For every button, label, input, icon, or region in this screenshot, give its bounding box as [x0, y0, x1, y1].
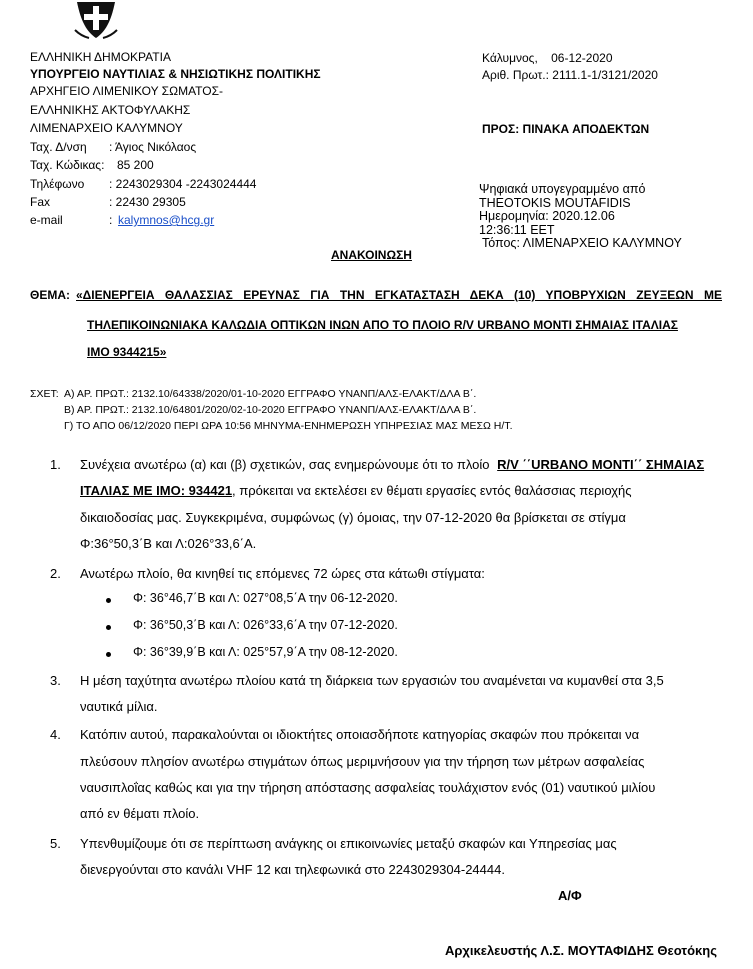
place-date: Κάλυμνος, 06-12-2020: [482, 51, 613, 65]
item-1-line-a: [80, 457, 704, 472]
phone-value: : 2243029304 -2243024444: [109, 177, 257, 191]
item-1-line-b: [80, 483, 632, 498]
item-1-line-c: δικαιοδοσίας μας. Συγκεκριμένα, συμφώνως (γ) όμοιας, την 07-12-2020 θα βρίσκεται σε στίγμα: [80, 510, 626, 525]
email-link[interactable]: kalymnos@hcg.gr: [118, 213, 215, 227]
sig-line-2: THEOTOKIS MOUTAFIDIS: [479, 195, 631, 210]
bullet-dot: [106, 625, 111, 630]
digital-signature-block: [479, 183, 682, 251]
item-4-number: 4.: [50, 727, 61, 742]
fax-value: : 22430 29305: [109, 195, 186, 209]
header-coastguard: ΕΛΛΗΝΙΚΗΣ ΑΚΤΟΦΥΛΑΚΗΣ: [30, 103, 191, 117]
position-2: Φ: 36°50,3΄Β και Λ: 026°33,6΄Α την 07-12-2020.: [133, 618, 398, 632]
item-4-line-b: πλεύσουν πλησίον ανωτέρω στιγμάτων όπως μεριμνήσουν για την τήρηση των μέτρων ασφαλείας: [80, 754, 645, 769]
item-1-ship-name: R/V ΄΄URBANO ΜΟΝΤΙ΄΄ ΣΗΜΑΙΑΣ: [497, 457, 705, 472]
item-1-intro: Συνέχεια ανωτέρω (α) και (β) σχετικών, σας ενημερώνουμε ότι το πλοίο: [80, 457, 490, 472]
document-title: ΑΝΑΚΟΙΝΩΣΗ: [331, 248, 412, 262]
sig-line-5: Τόπος: ΛΙΜΕΝΑΡΧΕΙΟ ΚΑΛΥΜΝΟΥ: [482, 236, 682, 250]
reference-b: Β) ΑΡ. ΠΡΩΤ.: 2132.10/64801/2020/02-10-2020 ΕΓΓΡΑΦΟ ΥΝΑΝΠ/ΑΛΣ-ΕΛΑΚΤ/ΔΛΑ Β΄.: [64, 404, 477, 416]
header-port-authority: ΛΙΜΕΝΑΡΧΕΙΟ ΚΑΛΥΜΝΟΥ: [30, 121, 183, 135]
coat-of-arms-emblem: [73, 0, 119, 40]
reference-c: Γ) ΤΟ ΑΠΟ 06/12/2020 ΠΕΡΙ ΩΡΑ 10:56 ΜΗΝΥΜΑ-ΕΝΗΜΕΡΩΣΗ ΥΠΗΡΕΣΙΑΣ ΜΑΣ ΜΕΣΩ Η/Τ.: [64, 420, 513, 432]
item-2-number: 2.: [50, 566, 61, 581]
item-4-line-d: από εν θέματι πλοίο.: [80, 806, 200, 821]
recipients: ΠΡΟΣ: ΠΙΝΑΚΑ ΑΠΟΔΕΚΤΩΝ: [482, 122, 650, 136]
item-3-line-b: ναυτικά μίλια.: [80, 699, 158, 714]
item-1-number: 1.: [50, 457, 61, 472]
item-1-line-d: Φ:36°50,3΄Β και Λ:026°33,6΄Α.: [80, 536, 257, 551]
address-label: Ταχ. Δ/νση: [30, 140, 87, 154]
header-coastguard-hq: ΑΡΧΗΓΕΙΟ ΛΙΜΕΝΙΚΟΥ ΣΩΜΑΤΟΣ-: [30, 84, 224, 98]
header-ministry: ΥΠΟΥΡΓΕΙΟ ΝΑΥΤΙΛΙΑΣ & ΝΗΣΙΩΤΙΚΗΣ ΠΟΛΙΤΙΚΗΣ: [30, 67, 321, 81]
signatory-name: Αρχικελευστής Λ.Σ. ΜΟΥΤΑΦΙΔΗΣ Θεοτόκης: [445, 943, 717, 958]
postcode-label: Ταχ. Κώδικας:: [30, 158, 105, 172]
bullet-dot: [106, 598, 111, 603]
item-5-line-b: διενεργούνται στο κανάλι VHF 12 και τηλεφωνικά στο 2243029304-24444.: [80, 862, 505, 877]
item-3-line-a: Η μέση ταχύτητα ανωτέρω πλοίου κατά τη διάρκεια των εργασιών του αναμένεται να κυμανθεί στα 3,5: [80, 673, 664, 688]
sig-line-4: 12:36:11 EET: [479, 222, 555, 237]
fax-label: Fax: [30, 195, 51, 209]
postcode-value: 85 200: [117, 158, 154, 172]
item-4-line-c: ναυσιπλοΐας καθώς και για την τήρηση απόστασης ασφαλείας τουλάχιστον ενός (01) ναυτικού μιλίου: [80, 780, 656, 795]
item-5-line-a: Υπενθυμίζουμε ότι σε περίπτωση ανάγκης οι επικοινωνίες μεταξύ σκαφών και Υπηρεσίας μας: [80, 836, 617, 851]
closing-mark: Α/Φ: [558, 888, 582, 903]
position-3: Φ: 36°39,9΄Β και Λ: 025°57,9΄Α την 08-12-2020.: [133, 645, 398, 659]
subject-line-1: «ΔΙΕΝΕΡΓΕΙΑ ΘΑΛΑΣΣΙΑΣ ΕΡΕΥΝΑΣ ΓΙΑ ΤΗΝ ΕΓΚΑΤΑΣΤΑΣΗ ΔΕΚΑ (10) ΥΠΟΒΡΥΧΙΩΝ ΖΕΥΞΕΩΝ ΜΕ: [76, 288, 722, 302]
reference-a: Α) ΑΡ. ΠΡΩΤ.: 2132.10/64338/2020/01-10-2020 ΕΓΓΡΑΦΟ ΥΝΑΝΠ/ΑΛΣ-ΕΛΑΚΤ/ΔΛΑ Β΄.: [64, 388, 477, 400]
subject-line-3: ΙΜΟ 9344215»: [87, 345, 167, 359]
sig-line-3: Ημερομηνία: 2020.12.06: [479, 209, 615, 223]
email-label: e-mail: [30, 213, 63, 227]
address-value: : Άγιος Νικόλαος: [109, 140, 197, 154]
item-3-number: 3.: [50, 673, 61, 688]
phone-label: Τηλέφωνο: [30, 177, 85, 191]
position-1: Φ: 36°46,7΄Β και Λ: 027°08,5΄Α την 06-12-2020.: [133, 591, 398, 605]
email-prefix: :: [109, 213, 113, 227]
item-1-text-b: , πρόκειται να εκτελέσει εν θέματι εργασίες εντός θαλάσσιας περιοχής: [232, 483, 632, 498]
item-4-line-a: Κατόπιν αυτού, παρακαλούνται οι ιδιοκτήτες οποιασδήποτε κατηγορίας σκαφών που πρόκειται να: [80, 727, 640, 742]
protocol-number: Αριθ. Πρωτ.: 2111.1-1/3121/2020: [482, 68, 658, 82]
item-1-ship-imo: ΙΤΑΛΙΑΣ ΜΕ ΙΜΟ: 934421: [80, 483, 233, 498]
references-label: ΣΧΕΤ:: [30, 388, 59, 400]
sig-line-1: Ψηφιακά υπογεγραμμένο από: [479, 182, 646, 196]
item-5-number: 5.: [50, 836, 61, 851]
item-2-text: Ανωτέρω πλοίο, θα κινηθεί τις επόμενες 72 ώρες στα κάτωθι στίγματα:: [80, 566, 485, 581]
bullet-dot: [106, 652, 111, 657]
subject-line-2: ΤΗΛΕΠΙΚΟΙΝΩΝΙΑΚΑ ΚΑΛΩΔΙΑ ΟΠΤΙΚΩΝ ΙΝΩΝ ΑΠΟ ΤΟ ΠΛΟΙΟ R/V URBANO ΜΟΝΤΙ ΣΗΜΑΙΑΣ ΙΤΑΛΙΑΣ: [87, 318, 678, 332]
subject-label: ΘΕΜΑ:: [30, 288, 70, 302]
header-country: ΕΛΛΗΝΙΚΗ ΔΗΜΟΚΡΑΤΙΑ: [30, 50, 171, 64]
